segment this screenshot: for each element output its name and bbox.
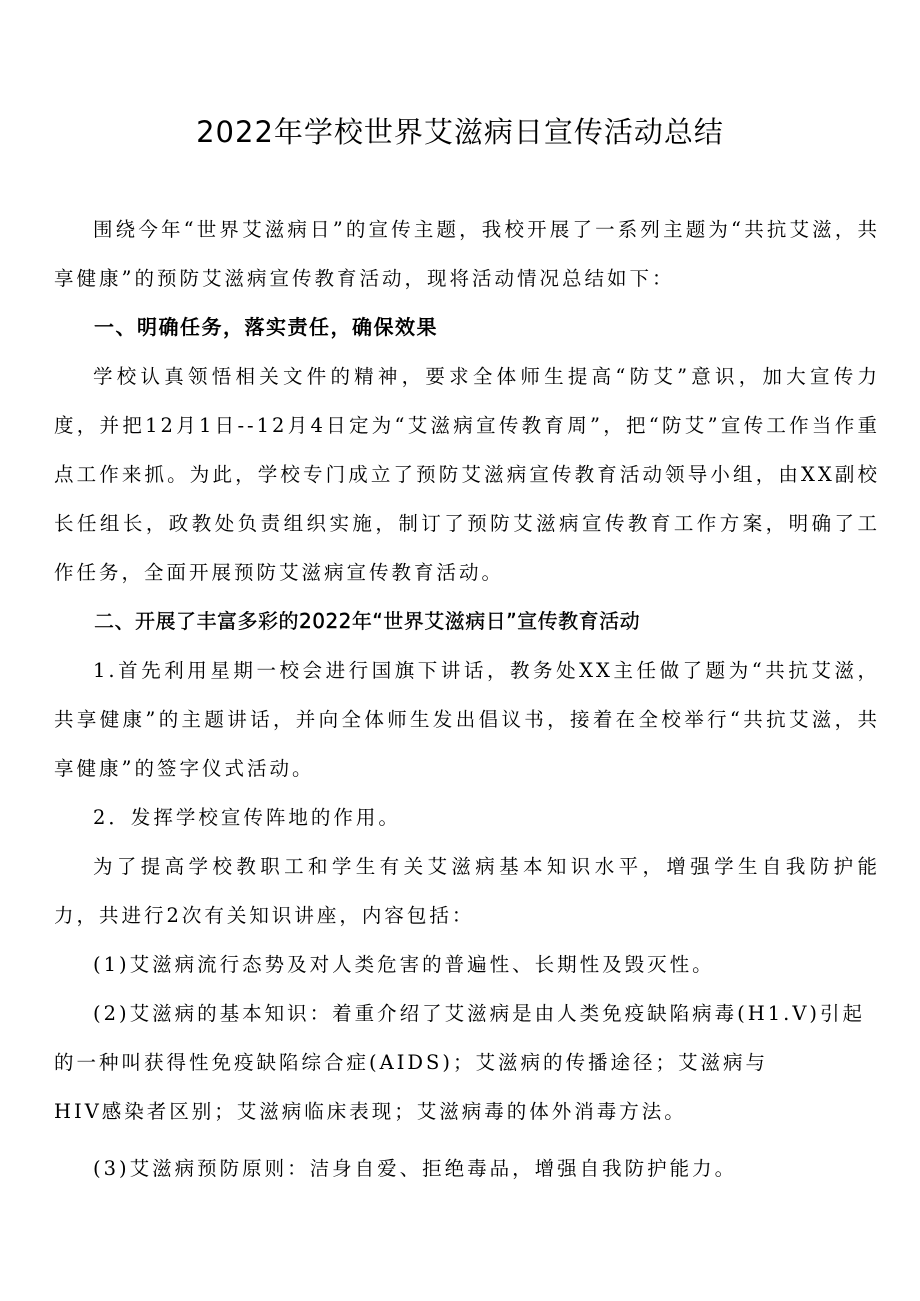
section-2-heading: 二、开展了丰富多彩的2022年“世界艾滋病日”宣传教育活动 bbox=[94, 609, 641, 633]
section-1-paragraph: 学校认真领悟相关文件的精神，要求全体师生提高“防艾”意识，加大宣传力度，并把12月1日--12月4日定为“艾滋病宣传教育周”，把“防艾”宣传工作当作重点工作来抓。为此，学校专门成立了预防艾滋病宣传教育活动领导小组，由XX副校长任组长，政教处负责组织实施，制订了预防艾滋病宣传教育工作方案，明确了工作任务，全面开展预防艾滋病宣传教育活动。 bbox=[54, 365, 880, 584]
sub-item-1: (1)艾滋病流行态势及对人类危害的普遍性、长期性及毁灭性。 bbox=[93, 953, 715, 976]
item-2-heading: 2．发挥学校宣传阵地的作用。 bbox=[93, 806, 401, 829]
document-title: 2022年学校世界艾滋病日宣传活动总结 bbox=[196, 115, 724, 149]
sub-item-2-part-2: HIV感染者区别；艾滋病临床表现；艾滋病毒的体外消毒方法。 bbox=[54, 1100, 687, 1123]
item-1-paragraph: 1.首先利用星期一校会进行国旗下讲话，教务处XX主任做了题为“共抗艾滋，共享健康”的主题讲话，并向全体师生发出倡议书，接着在全校举行“共抗艾滋，共享健康”的签字仪式活动。 bbox=[54, 659, 880, 780]
section-1-heading: 一、明确任务，落实责任，确保效果 bbox=[94, 315, 438, 339]
item-2-paragraph: 为了提高学校教职工和学生有关艾滋病基本知识水平，增强学生自我防护能力，共进行2次有关知识讲座，内容包括： bbox=[54, 855, 880, 927]
sub-item-3: (3)艾滋病预防原则：洁身自爱、拒绝毒品，增强自我防护能力。 bbox=[93, 1157, 738, 1180]
sub-item-2-part-1: (2)艾滋病的基本知识：着重介绍了艾滋病是由人类免疫缺陷病毒(H1.V)引起的一种叫获得性免疫缺陷综合症(AIDS)；艾滋病的传播途径；艾滋病与 bbox=[54, 1002, 866, 1074]
document-body bbox=[54, 205, 880, 1193]
intro-paragraph: 围绕今年“世界艾滋病日”的宣传主题，我校开展了一系列主题为“共抗艾滋，共享健康”的预防艾滋病宣传教育活动，现将活动情况总结如下： bbox=[54, 218, 880, 290]
